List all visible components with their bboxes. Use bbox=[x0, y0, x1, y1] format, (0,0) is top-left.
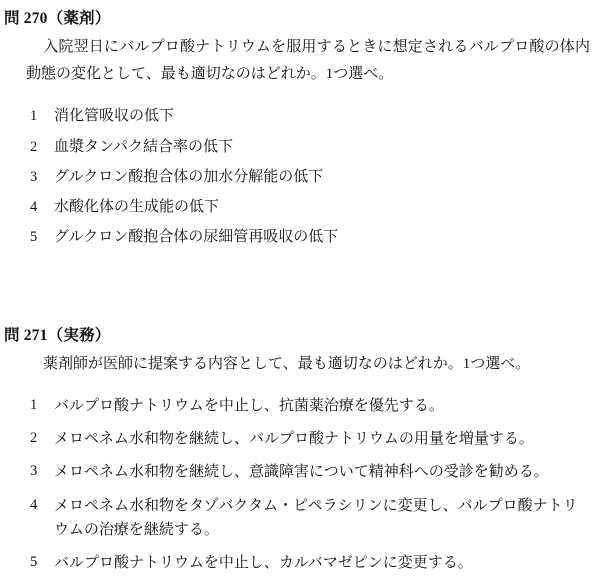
choice-number: 4 bbox=[30, 496, 38, 513]
list-item[interactable] bbox=[30, 166, 590, 189]
choice-label: 水酸化体の生成能の低下 bbox=[54, 199, 220, 216]
question-stem bbox=[26, 351, 590, 378]
choice-label: グルクロン酸抱合体の尿細管再吸収の低下 bbox=[54, 229, 339, 246]
list-item[interactable] bbox=[30, 427, 590, 451]
choice-label: メロペネム水和物を継続し、意識障害について精神科への受診を勧める。 bbox=[54, 464, 549, 481]
list-item[interactable] bbox=[30, 394, 590, 418]
choice-number: 1 bbox=[30, 108, 38, 125]
list-item[interactable] bbox=[30, 494, 590, 543]
choice-label: 血漿タンパク結合率の低下 bbox=[54, 138, 233, 155]
list-item[interactable] bbox=[30, 226, 590, 249]
question-heading: 問 270（薬剤） bbox=[4, 10, 111, 27]
choice-label: 消化管吸収の低下 bbox=[54, 108, 175, 125]
question-stem bbox=[26, 34, 590, 87]
choice-label: バルプロ酸ナトリウムを中止し、抗菌薬治療を優先する。 bbox=[54, 397, 444, 414]
list-item[interactable] bbox=[30, 105, 590, 128]
list-item[interactable] bbox=[30, 136, 590, 159]
stem-text: 入院翌日にバルプロ酸ナトリウムを服用するときに想定されるバルプロ酸の体内動態の変化として、最も適切なのはどれか。1つ選べ。 bbox=[26, 39, 590, 82]
choice-number: 5 bbox=[30, 554, 38, 571]
choice-number: 4 bbox=[30, 199, 38, 216]
question-block-271 bbox=[0, 323, 608, 584]
stem-text: 薬剤師が医師に提案する内容として、最も適切なのはどれか。1つ選べ。 bbox=[43, 356, 531, 372]
question-block-270 bbox=[0, 6, 608, 257]
list-item[interactable] bbox=[30, 196, 590, 219]
choice-label: メロペネム水和物をタゾバクタム・ピペラシリンに変更し、バルプロ酸ナトリウムの治療を継続する。 bbox=[54, 497, 578, 538]
choice-number: 3 bbox=[30, 463, 38, 480]
choice-label: バルプロ酸ナトリウムを中止し、カルバマゼピンに変更する。 bbox=[54, 555, 473, 572]
list-item[interactable] bbox=[30, 551, 590, 575]
question-heading: 問 271（実務） bbox=[4, 327, 111, 344]
choice-list bbox=[0, 394, 608, 576]
choice-number: 3 bbox=[30, 168, 38, 185]
choice-number: 1 bbox=[30, 396, 38, 413]
choice-number: 2 bbox=[30, 429, 38, 446]
choice-label: グルクロン酸抱合体の加水分解能の低下 bbox=[54, 168, 324, 185]
choice-list bbox=[0, 105, 608, 249]
choice-number: 5 bbox=[30, 229, 38, 246]
choice-number: 2 bbox=[30, 138, 38, 155]
list-item[interactable] bbox=[30, 460, 590, 484]
choice-label: メロペネム水和物を継続し、バルプロ酸ナトリウムの用量を増量する。 bbox=[54, 430, 534, 447]
